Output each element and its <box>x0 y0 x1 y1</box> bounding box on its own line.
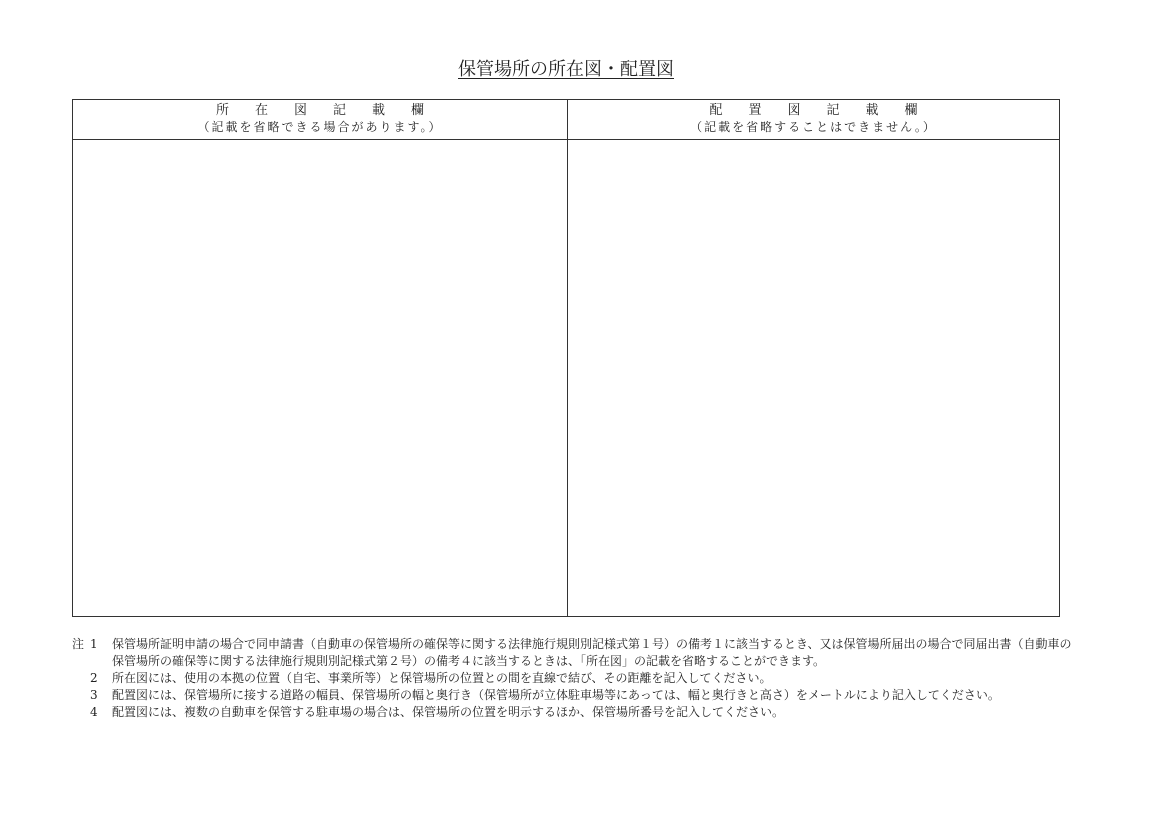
layout-map-entry-area[interactable] <box>568 140 1059 616</box>
note-item <box>72 687 1072 704</box>
location-map-column <box>73 100 568 616</box>
location-map-entry-area[interactable] <box>73 140 567 616</box>
notes-section <box>72 636 1072 721</box>
layout-map-header <box>568 100 1059 140</box>
note-item <box>72 636 1072 670</box>
note-text: 所在図には、使用の本拠の位置（自宅、事業所等）と保管場所の位置との間を直線で結び、その距離を記入してください。 <box>112 671 772 685</box>
location-map-header <box>73 100 567 140</box>
layout-map-column <box>568 100 1059 616</box>
location-map-subheading: （記載を省略できる場合があります。） <box>197 120 443 134</box>
layout-map-subheading: （記載を省略することはできません。） <box>690 120 937 134</box>
note-number: 1 <box>90 637 98 651</box>
layout-map-heading: 配 置 図 記 載 欄 <box>709 103 918 118</box>
note-number: 3 <box>90 688 98 702</box>
note-number: 2 <box>90 671 98 685</box>
document-title-text: 保管場所の所在図・配置図 <box>458 59 674 80</box>
note-item <box>72 670 1072 687</box>
document-title <box>0 58 1132 82</box>
note-number: 4 <box>90 705 98 719</box>
note-text: 保管場所証明申請の場合で同申請書（自動車の保管場所の確保等に関する法律施行規則別記様式第１号）の備考１に該当するとき、又は保管場所届出の場合で同届出書（自動車の保管場所の確保等に関する法律施行規則別記様式第２号）の備考４に該当するときは、「所在図」の記載を省略することができます。 <box>112 637 1072 668</box>
location-map-heading: 所 在 図 記 載 欄 <box>215 103 424 118</box>
note-item <box>72 704 1072 721</box>
note-text: 配置図には、複数の自動車を保管する駐車場の場合は、保管場所の位置を明示するほか、保管場所番号を記入してください。 <box>112 705 785 719</box>
form-table <box>72 99 1060 617</box>
note-text: 配置図には、保管場所に接する道路の幅員、保管場所の幅と奥行き（保管場所が立体駐車場等にあっては、幅と奥行きと高さ）をメートルにより記入してください。 <box>112 688 1000 702</box>
notes-prefix: 注 <box>72 637 85 651</box>
